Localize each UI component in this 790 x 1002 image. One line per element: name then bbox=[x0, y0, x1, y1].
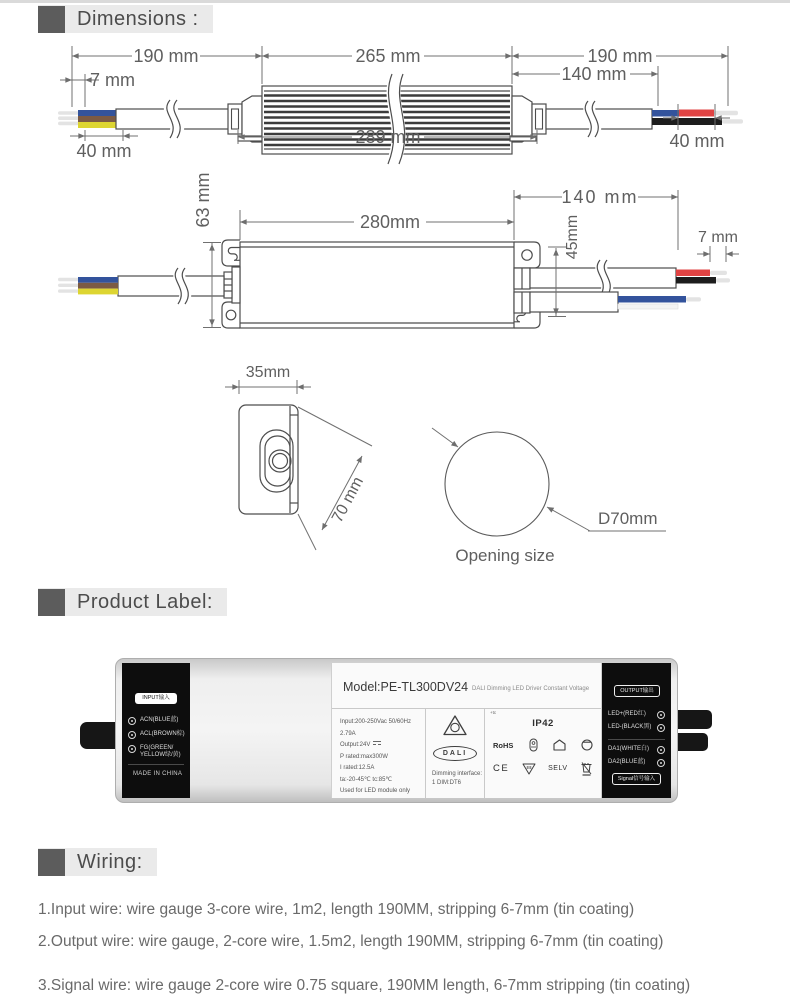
signal-wire-label: DA1(WHITE白) bbox=[608, 746, 649, 752]
spec-note: Used for LED module only bbox=[340, 788, 411, 794]
input-panel bbox=[122, 663, 190, 798]
wire-black bbox=[652, 118, 722, 125]
wire-blue bbox=[618, 296, 686, 303]
section-title: Dimensions : bbox=[77, 7, 199, 30]
dali-logo: DALI bbox=[433, 746, 477, 761]
section-title: Product Label: bbox=[77, 590, 213, 613]
terminal-icon bbox=[128, 717, 136, 725]
model-description: DALI Dimming LED Driver Constant Voltage bbox=[472, 686, 590, 692]
spec-p-rated: P rated:max300W bbox=[340, 753, 388, 760]
wiring-note-signal: 3.Signal wire: wire gauge 2-core wire 0.75 square, 190MM length, 6-7mm stripping (tin coating) bbox=[38, 976, 691, 994]
wire-red bbox=[676, 270, 710, 277]
indoor-use-icon bbox=[553, 739, 566, 751]
origin-text: MADE IN CHINA bbox=[133, 771, 183, 777]
dim-front-left-wire: 190 mm bbox=[133, 46, 199, 66]
input-badge: INPUT输入 bbox=[135, 693, 177, 704]
wire-brown bbox=[78, 116, 116, 122]
dc-symbol bbox=[373, 741, 381, 747]
spec-output: Output:24V bbox=[340, 740, 421, 752]
class-iii-triangle-icon bbox=[522, 763, 536, 775]
dim-front-overall: 289 mm bbox=[355, 127, 421, 147]
wire-blue bbox=[78, 277, 118, 283]
opening-diameter-label: D70mm bbox=[598, 509, 658, 528]
dim-front-right-wire: 190 mm bbox=[587, 46, 653, 66]
output-badge: OUTPUT输出 bbox=[614, 685, 660, 697]
drawing-end-view bbox=[225, 364, 666, 565]
wire-yellow bbox=[78, 122, 116, 128]
wire-black bbox=[676, 277, 716, 284]
weee-bin-icon bbox=[580, 761, 593, 776]
spec-panel bbox=[331, 663, 602, 798]
signal-badge: Signal信号输入 bbox=[612, 773, 661, 785]
model-number: Model:PE-TL300DV24 bbox=[343, 680, 469, 694]
drawing-front-view bbox=[58, 46, 743, 164]
dim-side-strip-right: 7 mm bbox=[698, 229, 738, 246]
dim-side-body: 280mm bbox=[359, 212, 421, 232]
output-panel bbox=[602, 663, 671, 798]
rohs-mark: RoHS bbox=[493, 740, 514, 750]
cert-column bbox=[485, 708, 601, 798]
terminal-icon bbox=[657, 759, 665, 767]
dim-side-height: 63 mm bbox=[193, 172, 213, 228]
wiring-note-output: 2.Output wire: wire gauge, 2-core wire, 1.5m2, length 190MM, stripping 6-7mm (tin coating) bbox=[38, 932, 664, 950]
terminal-icon bbox=[657, 746, 665, 754]
output-wire-label: LED+(RED红) bbox=[608, 711, 646, 717]
cert-triangle-icon bbox=[442, 714, 468, 737]
dimming-interface: Dimming interface: 1 DIM:DT6 bbox=[432, 771, 483, 786]
section-header-wiring bbox=[38, 848, 157, 876]
ip-rating: IP42 bbox=[532, 718, 554, 729]
input-wire-label: FG(GREEN/ YELLOW绿/黄) bbox=[140, 745, 181, 758]
terminal-icon bbox=[657, 724, 665, 732]
dim-end-width: 35mm bbox=[245, 364, 291, 381]
dim-front-body-top: 265 mm bbox=[355, 46, 421, 66]
terminal-icon bbox=[128, 731, 136, 739]
thermal-protection-icon bbox=[529, 738, 538, 752]
ground-terminal-icon bbox=[128, 745, 136, 753]
wire-blue bbox=[78, 110, 116, 116]
dim-front-tin-right: 40 mm bbox=[669, 131, 725, 151]
signal-wire-label: DA2(BLUE蓝) bbox=[608, 759, 646, 765]
opening-circle bbox=[445, 432, 549, 536]
dim-side-right-cable: 140 mm bbox=[561, 187, 639, 207]
terminal-icon bbox=[657, 711, 665, 719]
input-wire-label: ACL(BROWN棕) bbox=[140, 731, 185, 737]
dim-front-right-cable: 140 mm bbox=[561, 64, 627, 84]
ce-mark: CE bbox=[493, 763, 510, 774]
input-wire-label: ACN(BLUE蓝) bbox=[140, 717, 179, 723]
spec-input: Input:200-250Vac 50/60Hz 2.79A bbox=[340, 719, 411, 737]
section-marker-icon bbox=[38, 849, 65, 876]
spec-list bbox=[332, 708, 425, 798]
dim-front-strip-left: 7 mm bbox=[90, 70, 135, 90]
section-header-product-label bbox=[38, 588, 227, 616]
wire-blue bbox=[652, 110, 679, 117]
output-wire-label: LED-(BLACK黑) bbox=[608, 724, 652, 730]
wire-red bbox=[679, 110, 714, 117]
dim-end-depth: 70 mm bbox=[329, 474, 368, 526]
selv-mark: SELV bbox=[548, 765, 568, 772]
dim-side-cable-offset: 45mm bbox=[564, 214, 581, 260]
drawing-side-view bbox=[58, 172, 739, 328]
product-label bbox=[115, 658, 678, 803]
section-marker-icon bbox=[38, 589, 65, 616]
wiring-note-input: 1.Input wire: wire gauge 3-core wire, 1m2, length 190MM, stripping 6-7mm (tin coating) bbox=[38, 900, 635, 918]
spec-temperature: ta:-20-45℃ tc:85℃ bbox=[340, 776, 393, 783]
independent-control-icon bbox=[581, 739, 593, 751]
tc-note: +tc bbox=[490, 710, 497, 715]
section-title: Wiring: bbox=[77, 850, 143, 873]
spec-i-rated: I rated:12.5A bbox=[340, 765, 375, 771]
dali-column bbox=[425, 708, 485, 798]
opening-caption: Opening size bbox=[455, 546, 555, 565]
model-row bbox=[332, 663, 601, 709]
wire-yellow bbox=[78, 289, 118, 295]
dim-front-tin-left: 40 mm bbox=[76, 141, 132, 161]
wire-brown bbox=[78, 283, 118, 289]
